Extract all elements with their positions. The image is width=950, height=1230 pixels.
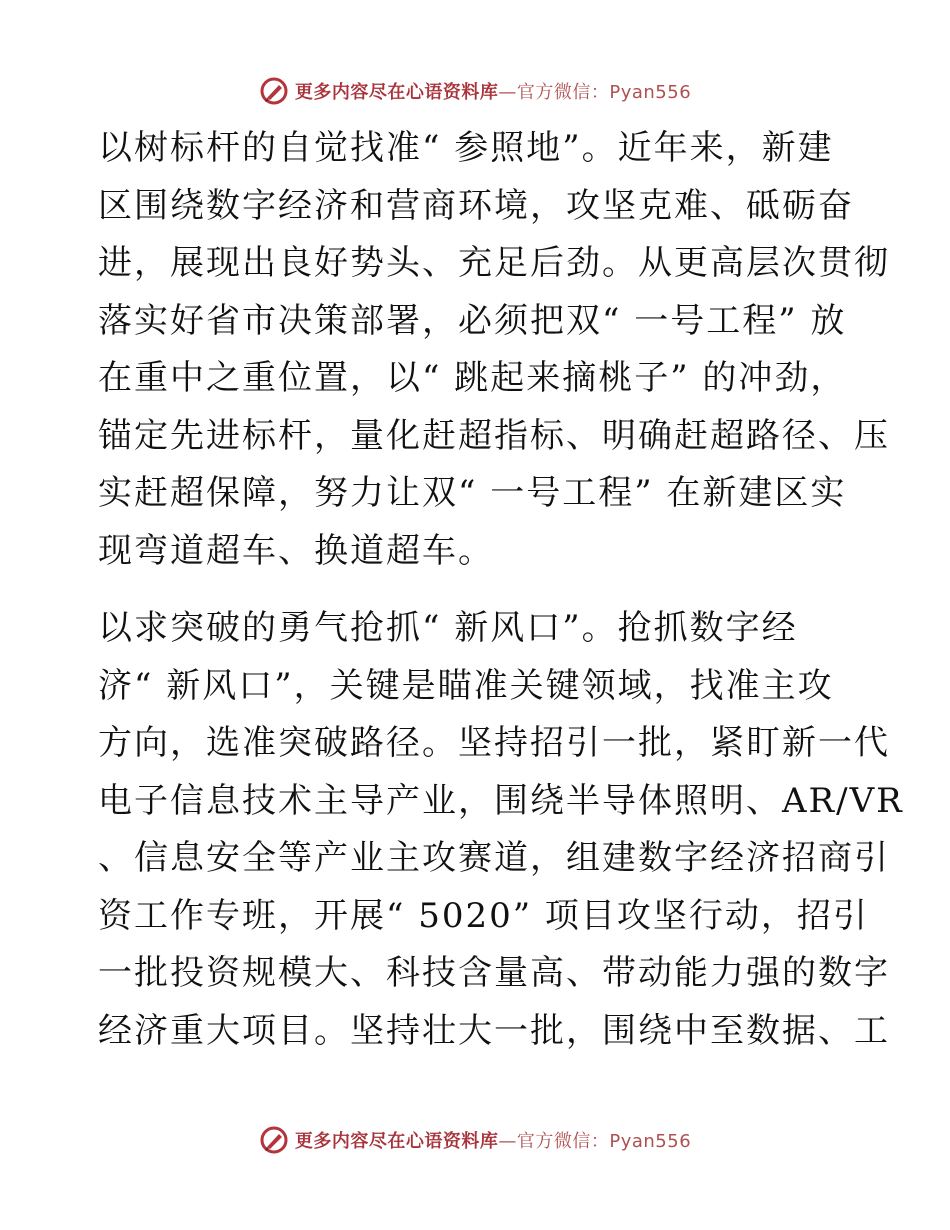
paragraph-line: 济“ 新风口”，关键是瞄准关键领域，找准主攻 (98, 665, 834, 706)
watermark-rest: —官方微信：Pyan556 (498, 1131, 692, 1152)
pen-logo-icon (259, 76, 289, 106)
paragraph-line: 现弯道超车、换道超车。 (98, 530, 494, 571)
header-watermark (0, 74, 950, 108)
paragraph-line: 实赶超保障，努力让双“ 一号工程” 在新建区实 (98, 473, 847, 513)
paragraph-line: 方向，选准突破路径。坚持招引一批，紧盯新一代 (98, 723, 890, 763)
paragraph-1 (98, 120, 890, 580)
paragraph-line: 锚定先进标杆，量化赶超指标、明确赶超路径、压 (98, 415, 890, 456)
paragraph-line: 区围绕数字经济和营商环境，攻坚克难、砥砺奋 (98, 185, 854, 226)
paragraph-line: 落实好省市决策部署，必须把双“ 一号工程” 放 (98, 300, 847, 341)
paragraph-line: 以树标杆的自觉找准“ 参照地”。近年来，新建 (98, 128, 834, 168)
paragraph-line: 、信息安全等产业主攻赛道，组建数字经济招商引 (98, 838, 890, 878)
paragraph-line: 在重中之重位置，以“ 跳起来摘桃子” 的冲劲， (98, 358, 847, 398)
footer-watermark (0, 1123, 950, 1157)
paragraph-line: 电子信息技术主导产业，围绕半导体照明、AR/VR (98, 780, 904, 821)
paragraph-line: 一批投资规模大、科技含量高、带动能力强的数字 (98, 953, 890, 993)
watermark-main: 更多内容尽在心语资料库 (294, 82, 499, 103)
watermark-rest: —官方微信：Pyan556 (498, 82, 692, 103)
paragraph-2 (98, 600, 904, 1060)
paragraph-line: 经济重大项目。坚持壮大一批，围绕中至数据、工 (98, 1010, 890, 1051)
paragraph-line: 以求突破的勇气抢抓“ 新风口”。抢抓数字经 (98, 608, 798, 648)
paragraph-line: 资工作专班，开展“ 5020” 项目攻坚行动，招引 (98, 895, 869, 936)
watermark-text (295, 1127, 691, 1153)
paragraph-line: 进，展现出良好势头、充足后劲。从更高层次贯彻 (98, 243, 890, 283)
watermark-main: 更多内容尽在心语资料库 (294, 1131, 499, 1152)
pen-logo-icon (259, 1125, 289, 1155)
watermark-text (295, 78, 691, 104)
